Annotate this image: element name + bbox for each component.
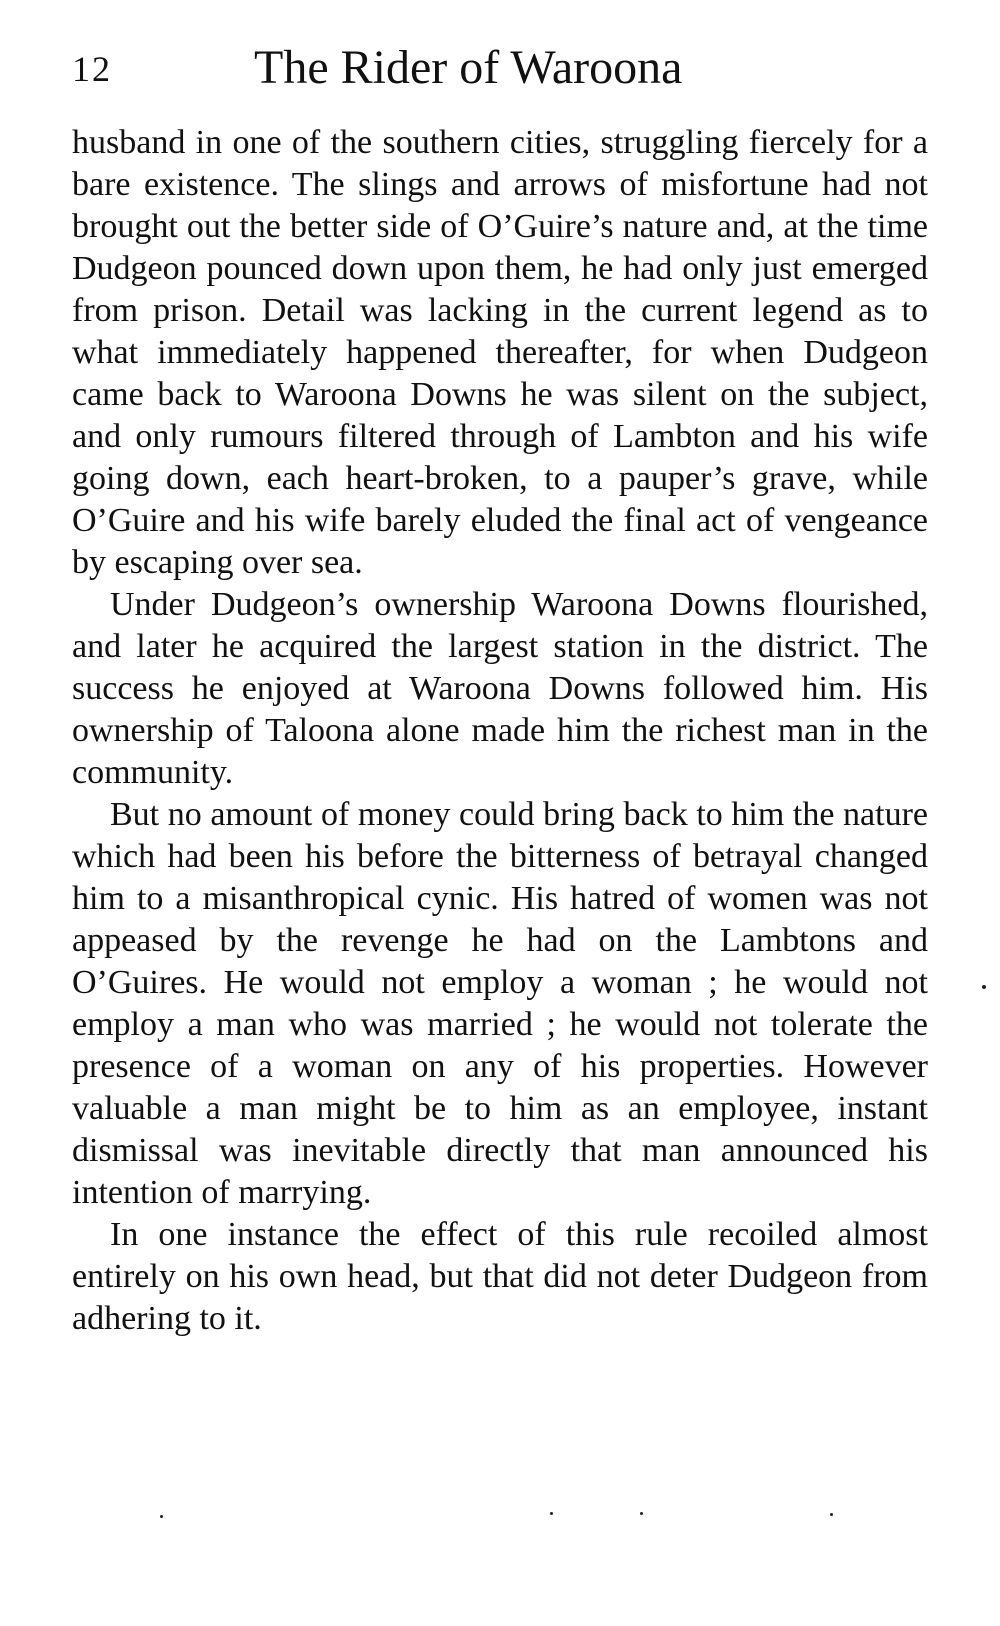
paragraph: Under Dudgeon’s ownership Waroona Downs flourished, and later he acquired the largest station in the district. The success he enjoyed at Waroona Downs followed him. His ownership of Taloona alone made him the richest man in the community. (72, 586, 928, 791)
scan-speck (830, 1513, 833, 1516)
paragraph: husband in one of the southern cities, struggling fiercely for a bare existence. The slings and arrows of misfortune had not brought out the better side of O’Guire’s nature and, at the time Dudgeon pounced down upon them, he had only just emerged from prison. Detail was lacking in the current legend as to what immediately happened thereafter, for when Dudgeon came back to Waroona Downs he was silent on the subject, and only rumours filtered through of Lambton and his wife going down, each heart-broken, to a pauper’s grave, while O’Guire and his wife barely eluded the final act of vengeance by escaping over sea. (72, 124, 928, 581)
scan-speck (160, 1515, 163, 1518)
scan-speck (550, 1512, 553, 1515)
scan-speck (640, 1512, 643, 1515)
running-head (72, 40, 928, 100)
paragraph: In one instance the effect of this rule recoiled almost entirely on his own head, but that did not deter Dudgeon from adhering to it. (72, 1216, 928, 1337)
paragraph: But no amount of money could bring back to him the nature which had been his before the bitterness of betrayal changed him to a misanthropical cynic. His hatred of women was not appeased by the revenge he had on the Lambtons and O’Guires. He would not employ a woman ; he would not employ a man who was married ; he would not tolerate the presence of a woman on any of his properties. However valuable a man might be to him as an employee, instant dismissal was inevitable directly that man announced his intention of marrying. (72, 796, 928, 1211)
scan-speck (982, 985, 986, 989)
book-title: The Rider of Waroona (254, 41, 683, 94)
body-text (72, 122, 928, 1340)
page-number: 12 (72, 49, 112, 89)
